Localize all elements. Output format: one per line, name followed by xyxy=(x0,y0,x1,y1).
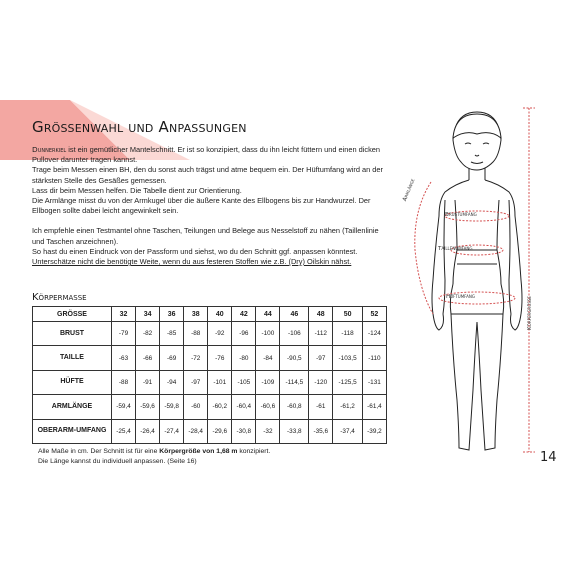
intro-paragraph-1 xyxy=(32,145,390,165)
intro-paragraph-6: So hast du einen Eindruck von der Passform und siehst, wo du den Schnitt ggf. anpassen könntest. xyxy=(32,246,358,256)
header-size-cell: 52 xyxy=(362,307,386,322)
table-cell: -92 xyxy=(208,322,232,346)
table-cell: -90,5 xyxy=(280,346,309,370)
table-cell: -101 xyxy=(208,370,232,394)
table-cell: -26,4 xyxy=(136,419,160,443)
intro-line-1: ist ein gemütlicher Mantelschnitt. Er ist so konzipiert, dass du ihn leicht füttern und einen dicken Pullover darunter tragen kannst. xyxy=(32,145,381,165)
table-cell: -60,8 xyxy=(280,395,309,419)
table-cell: -120 xyxy=(309,370,333,394)
intro-text xyxy=(32,145,390,267)
table-cell: -32 xyxy=(256,419,280,443)
header-size-cell: 36 xyxy=(160,307,184,322)
table-cell: -59,4 xyxy=(112,395,136,419)
intro-paragraph-4: Die Armlänge misst du von der Armkugel über die äußere Kante des Ellbogens bis zur Handwurzel. Der Ellbogen sollte dabei leicht angewinkelt sein. xyxy=(32,196,371,216)
header-size-label: GRÖSSE xyxy=(33,307,112,322)
row-label: TAILLE xyxy=(33,346,112,370)
table-row xyxy=(33,419,387,443)
size-table xyxy=(32,306,387,444)
table-cell: -25,4 xyxy=(112,419,136,443)
footnote-text-end: konzipiert. xyxy=(237,448,271,455)
intro-paragraph-7: Unterschätze nicht die benötigte Weite, wenn du aus festeren Stoffen wie z.B. (Dry) Oilskin nähst. xyxy=(32,257,352,267)
table-cell: -69 xyxy=(160,346,184,370)
table-cell: -97 xyxy=(309,346,333,370)
table-cell: -106 xyxy=(280,322,309,346)
footnote xyxy=(38,447,270,466)
header-size-cell: 42 xyxy=(232,307,256,322)
table-cell: -85 xyxy=(160,322,184,346)
table-cell: -131 xyxy=(362,370,386,394)
corner-accent-shape xyxy=(0,0,200,160)
body-measurement-figure xyxy=(395,100,555,470)
footnote-text-start: Alle Maße in cm. Der Schnitt ist für eine xyxy=(38,448,160,455)
arm-length-label: Armlänge xyxy=(402,177,417,203)
hair-outline xyxy=(453,114,501,138)
table-cell: -60 xyxy=(184,395,208,419)
row-label: BRUST xyxy=(33,322,112,346)
table-cell: -105 xyxy=(232,370,256,394)
table-row xyxy=(33,322,387,346)
table-cell: -59,8 xyxy=(160,395,184,419)
page-number: 14 xyxy=(540,450,557,465)
header-size-cell: 50 xyxy=(333,307,363,322)
table-cell: -61,4 xyxy=(362,395,386,419)
table-cell: -118 xyxy=(333,322,363,346)
table-cell: -60,4 xyxy=(232,395,256,419)
table-cell: -109 xyxy=(256,370,280,394)
table-cell: -94 xyxy=(160,370,184,394)
bust-label: Brustumfang xyxy=(445,212,477,218)
table-cell: -35,6 xyxy=(309,419,333,443)
header-size-cell: 46 xyxy=(280,307,309,322)
table-cell: -61 xyxy=(309,395,333,419)
row-label: HÜFTE xyxy=(33,370,112,394)
table-row xyxy=(33,346,387,370)
arm-length-line xyxy=(415,182,433,314)
intro-paragraph-3: Lass dir beim Messen helfen. Die Tabelle dient zur Orientierung. xyxy=(32,185,242,195)
waist-label: Taillenumfang xyxy=(438,246,473,252)
table-cell: -27,4 xyxy=(160,419,184,443)
table-cell: -84 xyxy=(256,346,280,370)
table-cell: -79 xyxy=(112,322,136,346)
table-cell: -97 xyxy=(184,370,208,394)
table-cell: -61,2 xyxy=(333,395,363,419)
table-cell: -125,5 xyxy=(333,370,363,394)
row-label: ARMLÄNGE xyxy=(33,395,112,419)
header-size-cell: 32 xyxy=(112,307,136,322)
footnote-line-2: Die Länge kannst du individuell anpassen. (Seite 16) xyxy=(38,457,197,465)
hip-label: Hüftumfang xyxy=(446,294,475,300)
table-cell: -112 xyxy=(309,322,333,346)
table-cell: -96 xyxy=(232,322,256,346)
footnote-height: Körpergröße von 1,68 m xyxy=(159,448,238,455)
table-cell: -60,6 xyxy=(256,395,280,419)
table-cell: -72 xyxy=(184,346,208,370)
table-cell: -28,4 xyxy=(184,419,208,443)
table-cell: -60,2 xyxy=(208,395,232,419)
header-size-cell: 34 xyxy=(136,307,160,322)
table-header-row xyxy=(33,307,387,322)
table-cell: -88 xyxy=(184,322,208,346)
table-cell: -59,6 xyxy=(136,395,160,419)
table-cell: -88 xyxy=(112,370,136,394)
table-cell: -100 xyxy=(256,322,280,346)
footnote-line-1 xyxy=(38,447,270,457)
page-title: Größenwahl und Anpassungen xyxy=(32,118,247,136)
table-cell: -91 xyxy=(136,370,160,394)
table-cell: -103,5 xyxy=(333,346,363,370)
table-cell: -114,5 xyxy=(280,370,309,394)
intro-paragraph-2: Trage beim Messen einen BH, den du sonst auch trägst und atme bequem ein. Der Hüftumfang wird an der stärksten Stelle des Gesäßes gemessen. xyxy=(32,165,383,185)
table-cell: -110 xyxy=(362,346,386,370)
pattern-name: Dunnerkiel xyxy=(32,145,67,154)
table-cell: -39,2 xyxy=(362,419,386,443)
table-cell: -33,8 xyxy=(280,419,309,443)
table-cell: -37,4 xyxy=(333,419,363,443)
table-cell: -30,8 xyxy=(232,419,256,443)
table-cell: -66 xyxy=(136,346,160,370)
height-line xyxy=(523,108,535,452)
section-title-body-measurements: Körpermaße xyxy=(32,292,87,303)
intro-paragraph-5: Ich empfehle einen Testmantel ohne Taschen, Teilungen und Belege aus Nesselstoff zu nähen (Taillenlinie und Taschen anzeichnen). xyxy=(32,226,379,246)
table-cell: -63 xyxy=(112,346,136,370)
header-size-cell: 38 xyxy=(184,307,208,322)
table-cell: -76 xyxy=(208,346,232,370)
row-label: OBERARM-UMFANG xyxy=(33,419,112,443)
height-label: Körpergröße xyxy=(527,296,533,330)
header-size-cell: 40 xyxy=(208,307,232,322)
table-row xyxy=(33,395,387,419)
header-size-cell: 48 xyxy=(309,307,333,322)
table-row xyxy=(33,370,387,394)
header-size-cell: 44 xyxy=(256,307,280,322)
table-cell: -29,6 xyxy=(208,419,232,443)
table-cell: -124 xyxy=(362,322,386,346)
table-cell: -82 xyxy=(136,322,160,346)
table-cell: -80 xyxy=(232,346,256,370)
